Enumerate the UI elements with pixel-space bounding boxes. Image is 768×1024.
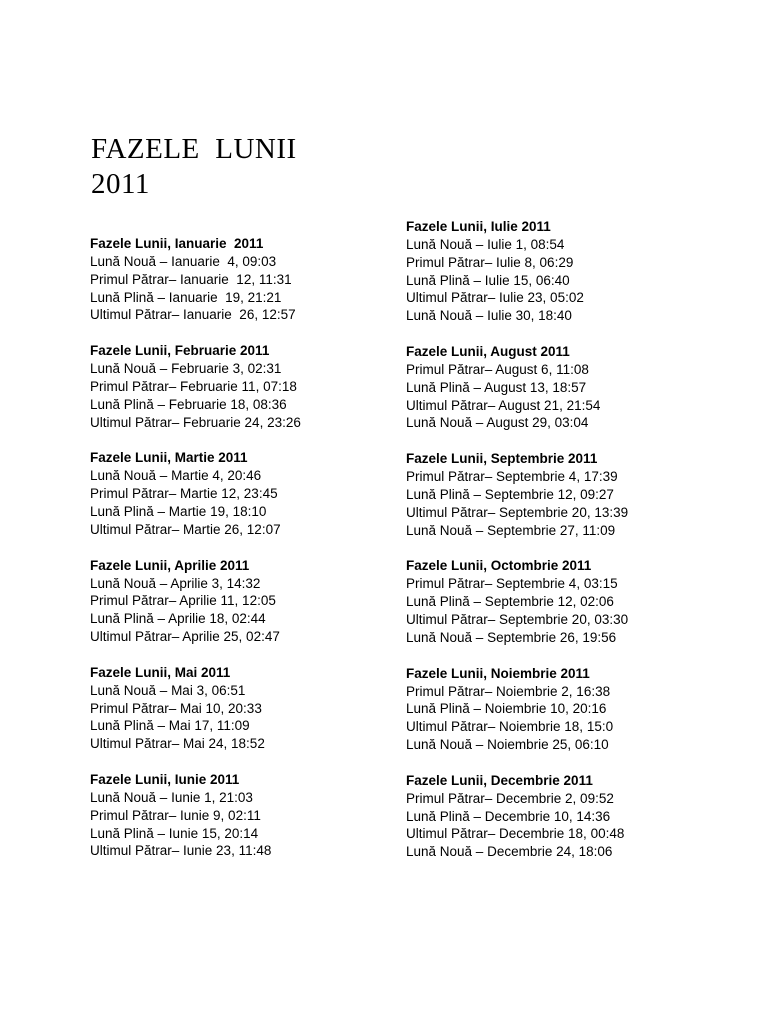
month-heading: Fazele Lunii, August 2011 [406, 343, 570, 359]
phase-line: Ultimul Pătrar– Aprilie 25, 02:47 [90, 628, 280, 644]
month-heading: Fazele Lunii, Decembrie 2011 [406, 772, 593, 788]
month-heading: Fazele Lunii, Martie 2011 [90, 450, 248, 466]
phase-line: Primul Pătrar– Noiembrie 2, 16:38 [406, 683, 611, 699]
phase-line: Lună Plină – Ianuarie 19, 21:21 [90, 289, 282, 305]
month-heading: Fazele Lunii, Februarie 2011 [90, 343, 270, 359]
phase-line: Lună Plină – Septembrie 12, 02:06 [406, 594, 614, 610]
month-section [90, 664, 301, 753]
month-heading: Fazele Lunii, Octombrie 2011 [406, 558, 592, 574]
phase-line: Lună Nouă – Noiembrie 25, 06:10 [406, 736, 609, 752]
phase-line: Primul Pătrar– Iulie 8, 06:29 [406, 254, 574, 270]
phase-line: Lună Nouă – Iulie 1, 08:54 [406, 237, 565, 252]
phase-line: Primul Pătrar– Martie 12, 23:45 [90, 486, 278, 502]
month-section [90, 342, 301, 431]
month-section [406, 665, 628, 754]
right-column [406, 218, 628, 879]
phase-line: Lună Plină – Decembrie 10, 14:36 [406, 808, 611, 824]
left-column [90, 235, 301, 878]
phase-line: Ultimul Pătrar– Iunie 23, 11:48 [90, 843, 272, 859]
phase-line: Lună Nouă – Aprilie 3, 14:32 [90, 575, 261, 591]
phase-line: Ultimul Pătrar– August 21, 21:54 [406, 397, 601, 413]
phase-line: Lună Nouă – Februarie 3, 02:31 [90, 361, 282, 377]
phase-line: Ultimul Pătrar– Februarie 24, 23:26 [90, 414, 301, 430]
month-heading: Fazele Lunii, Mai 2011 [90, 664, 231, 680]
phase-line: Ultimul Pătrar– Ianuarie 26, 12:57 [90, 307, 296, 323]
phase-line: Lună Plină – Iulie 15, 06:40 [406, 272, 570, 288]
title-line-1: FAZELE LUNII [91, 133, 297, 165]
month-section [406, 343, 628, 432]
phase-line: Lună Nouă – Martie 4, 20:46 [90, 468, 262, 484]
document-title [91, 132, 297, 202]
month-heading: Fazele Lunii, Aprilie 2011 [90, 557, 250, 573]
phase-line: Ultimul Pătrar– Mai 24, 18:52 [90, 736, 265, 752]
month-section [90, 449, 301, 538]
phase-line: Lună Plină – Noiembrie 10, 20:16 [406, 701, 607, 717]
phase-line: Lună Nouă – Septembrie 26, 19:56 [406, 629, 617, 645]
month-heading: Fazele Lunii, Iulie 2011 [406, 219, 551, 234]
phase-line: Ultimul Pătrar– Septembrie 20, 13:39 [406, 504, 629, 520]
phase-line: Lună Nouă – Ianuarie 4, 09:03 [90, 254, 277, 269]
phase-line: Ultimul Pătrar– Martie 26, 12:07 [90, 521, 281, 537]
phase-line: Lună Nouă – Iulie 30, 18:40 [406, 308, 572, 324]
month-section [90, 235, 301, 324]
phase-line: Primul Pătrar– August 6, 11:08 [406, 361, 589, 377]
phase-line: Lună Nouă – Decembrie 24, 18:06 [406, 844, 613, 860]
phase-line: Lună Plină – Aprilie 18, 02:44 [90, 611, 266, 627]
phase-line: Primul Pătrar– Februarie 11, 07:18 [90, 378, 297, 394]
phase-line: Ultimul Pătrar– Noiembrie 18, 15:0 [406, 719, 614, 735]
month-section [90, 771, 301, 860]
month-heading: Fazele Lunii, Noiembrie 2011 [406, 665, 590, 681]
phase-line: Lună Nouă – August 29, 03:04 [406, 415, 589, 431]
phase-line: Lună Plină – Mai 17, 11:09 [90, 718, 250, 734]
phase-line: Primul Pătrar– Decembrie 2, 09:52 [406, 790, 614, 806]
month-section [406, 450, 628, 539]
title-line-2: 2011 [91, 168, 150, 200]
phase-line: Lună Nouă – Iunie 1, 21:03 [90, 789, 253, 805]
phase-line: Primul Pătrar– Iunie 9, 02:11 [90, 807, 261, 823]
month-section [406, 218, 628, 325]
phase-line: Ultimul Pătrar– Iulie 23, 05:02 [406, 290, 584, 306]
phase-line: Primul Pătrar– Mai 10, 20:33 [90, 700, 262, 716]
phase-line: Lună Nouă – Septembrie 27, 11:09 [406, 522, 616, 538]
month-section [90, 557, 301, 646]
month-heading: Fazele Lunii, Septembrie 2011 [406, 451, 598, 467]
phase-line: Lună Nouă – Mai 3, 06:51 [90, 682, 246, 698]
phase-line: Primul Pătrar– Septembrie 4, 03:15 [406, 576, 618, 592]
month-heading: Fazele Lunii, Iunie 2011 [90, 771, 240, 787]
phase-line: Primul Pătrar– Ianuarie 12, 11:31 [90, 271, 292, 287]
phase-line: Primul Pătrar– Septembrie 4, 17:39 [406, 469, 618, 485]
phase-line: Ultimul Pătrar– Septembrie 20, 03:30 [406, 611, 629, 627]
phase-line: Lună Plină – Septembrie 12, 09:27 [406, 486, 614, 502]
phase-line: Lună Plină – Iunie 15, 20:14 [90, 825, 259, 841]
month-section [406, 772, 628, 861]
phase-line: Lună Plină – Februarie 18, 08:36 [90, 396, 287, 412]
phase-line: Lună Plină – Martie 19, 18:10 [90, 503, 267, 519]
phase-line: Primul Pătrar– Aprilie 11, 12:05 [90, 593, 276, 609]
month-heading: Fazele Lunii, Ianuarie 2011 [90, 236, 264, 251]
phase-line: Ultimul Pătrar– Decembrie 18, 00:48 [406, 826, 625, 842]
phase-line: Lună Plină – August 13, 18:57 [406, 379, 587, 395]
month-section [406, 557, 628, 646]
